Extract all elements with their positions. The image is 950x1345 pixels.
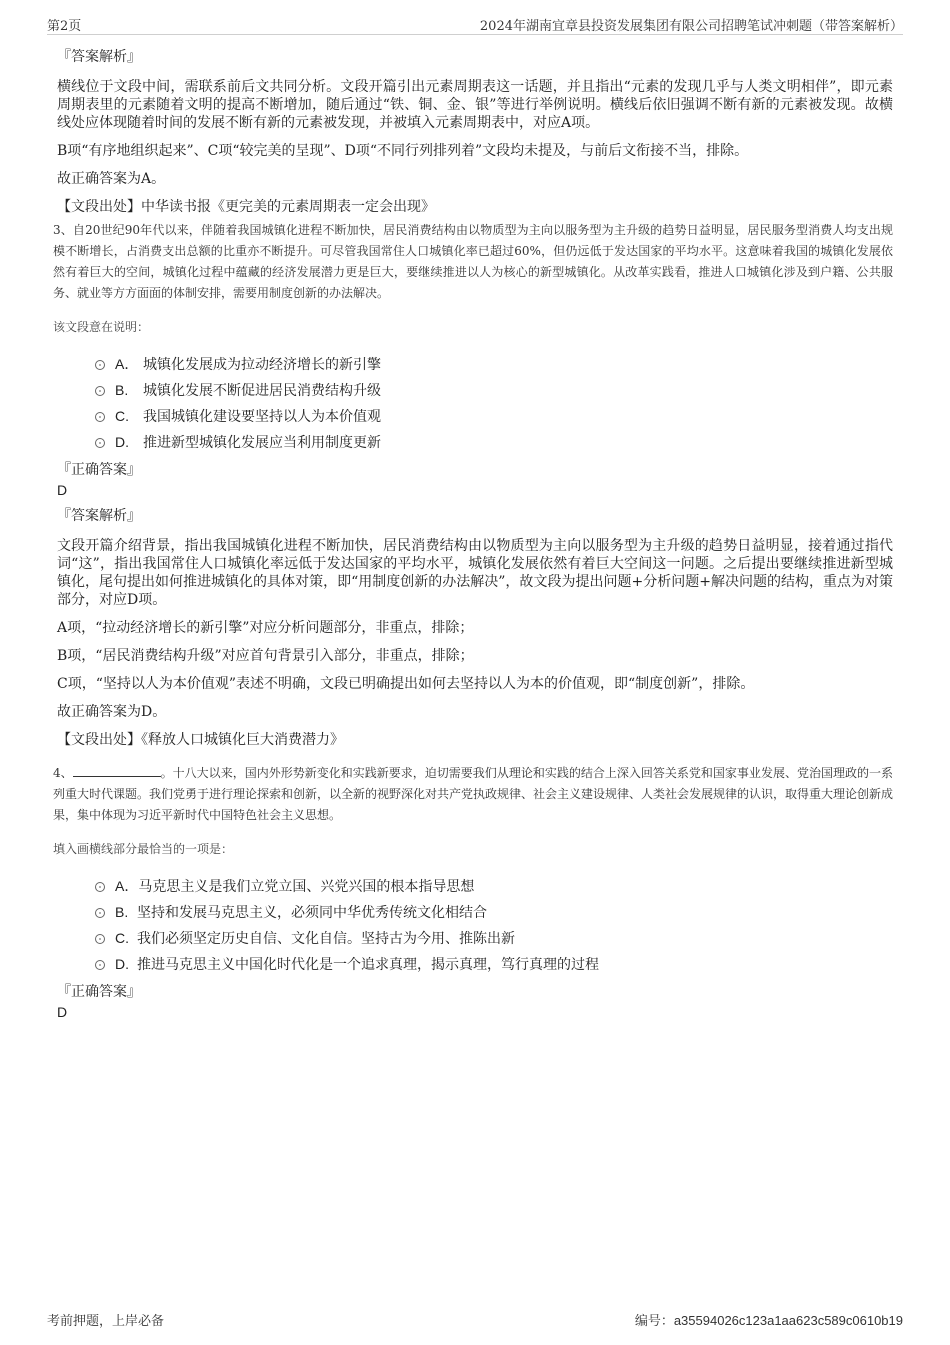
option-text: 推进马克思主义中国化时代化是一个追求真理，揭示真理，笃行真理的过程 bbox=[137, 957, 599, 973]
option-text: 推进新型城镇化发展应当利用制度更新 bbox=[143, 435, 381, 451]
option-text: 城镇化发展不断促进居民消费结构升级 bbox=[143, 383, 381, 399]
radio-icon[interactable] bbox=[95, 412, 105, 422]
q3-source: 【文段出处】《释放人口城镇化巨大消费潜力》 bbox=[57, 732, 344, 748]
q3-option-d[interactable] bbox=[95, 429, 893, 455]
option-letter: A． bbox=[115, 356, 139, 372]
q3-analysis-para-4: C项，“坚持以人为本价值观”表述不明确，文段已明确提出如何去坚持以人为本的价值观，即“制度创新”，排除。 bbox=[57, 676, 755, 692]
option-text: 坚持和发展马克思主义，必须同中华优秀传统文化相结合 bbox=[137, 905, 487, 921]
q4-option-d[interactable] bbox=[95, 951, 893, 977]
document-title: 2024年湖南宜章县投资发展集团有限公司招聘笔试冲刺题（带答案解析） bbox=[479, 19, 903, 34]
q3-option-a[interactable] bbox=[95, 351, 893, 377]
radio-icon[interactable] bbox=[95, 960, 105, 970]
q4-correct-label: 『正确答案』 bbox=[57, 984, 141, 1000]
q3-option-c[interactable] bbox=[95, 403, 893, 429]
q4-prompt: 填入画横线部分最恰当的一项是： bbox=[53, 842, 234, 856]
option-text: 我国城镇化建设要坚持以人为本价值观 bbox=[143, 409, 381, 425]
q2-analysis-para-2: B项“有序地组织起来”、C项“较完美的呈现”、D项“不同行列排列着”文段均未提及，与前后文衔接不当，排除。 bbox=[57, 143, 749, 159]
q3-question-text: 3、自20世纪90年代以来，伴随着我国城镇化进程不断加快，居民消费结构由以物质型为主向以服务型为主升级的趋势日益明显，居民服务型消费人均支出规模不断增长，占消费支出总额的比重亦不断提升。可尽管我国常住人口城镇化率已超过60%，但仍远低于发达国家的平均水平。这意味着我国的城镇化发展依然有着巨大的空间，城镇化过程中蕴藏的经济发展潜力更是巨大，要继续推进以人为核心的新型城镇化。从改革实践看，推进人口城镇化涉及到户籍、公共服务、就业等方方面面的体制安排，需要用制度创新的办法解决。 bbox=[53, 223, 893, 300]
q2-analysis-para-3: 故正确答案为A。 bbox=[57, 171, 166, 187]
radio-icon[interactable] bbox=[95, 934, 105, 944]
page-header bbox=[47, 14, 903, 35]
radio-icon[interactable] bbox=[95, 386, 105, 396]
q3-answer: D bbox=[57, 482, 68, 498]
q4-option-a[interactable] bbox=[95, 873, 893, 899]
footer-slogan: 考前押题，上岸必备 bbox=[47, 1314, 165, 1329]
option-text: 我们必须坚定历史自信、文化自信。坚持古为今用、推陈出新 bbox=[137, 931, 515, 947]
code-value: a35594026c123a1aa623c589c0610b19 bbox=[673, 1313, 903, 1328]
q4-answer: D bbox=[57, 1004, 68, 1020]
q3-analysis-para-1: 文段开篇介绍背景，指出我国城镇化进程不断加快，居民消费结构由以物质型为主向以服务型为主升级的趋势日益明显，接着通过指代词“这”，指出我国常住人口城镇化率远低于发达国家的平均水平，城镇化发展依然有着巨大空间这一问题。之后提出要继续推进新型城镇化，尾句提出如何推进城镇化的具体对策，即“用制度创新的办法解决”，故文段为提出问题+分析问题+解决问题的结构，重点为对策部分，对应D项。 bbox=[57, 538, 893, 608]
q3-analysis-para-3: B项，“居民消费结构升级”对应首句背景引入部分，非重点，排除； bbox=[57, 648, 474, 664]
option-letter: D. bbox=[115, 434, 129, 450]
option-text: 城镇化发展成为拉动经济增长的新引擎 bbox=[143, 357, 381, 373]
q3-option-b[interactable] bbox=[95, 377, 893, 403]
q4-options bbox=[95, 873, 893, 977]
page-content bbox=[53, 40, 894, 1021]
option-letter: B. bbox=[115, 382, 129, 398]
q3-analysis-label: 『答案解析』 bbox=[57, 508, 141, 524]
option-letter: A． bbox=[115, 878, 139, 894]
option-letter: C. bbox=[115, 930, 129, 946]
document-code bbox=[635, 1310, 903, 1329]
q2-analysis-label: 『答案解析』 bbox=[57, 49, 141, 65]
fill-blank-line bbox=[73, 764, 161, 777]
q3-analysis-para-2: A项，“拉动经济增长的新引擎”对应分析问题部分，非重点，排除； bbox=[57, 620, 474, 636]
option-letter: D. bbox=[115, 956, 129, 972]
radio-icon[interactable] bbox=[95, 882, 105, 892]
radio-icon[interactable] bbox=[95, 360, 105, 370]
q3-correct-label: 『正确答案』 bbox=[57, 462, 141, 478]
q4-option-c[interactable] bbox=[95, 925, 893, 951]
option-letter: C. bbox=[115, 408, 129, 424]
q4-option-b[interactable] bbox=[95, 899, 893, 925]
q2-source: 【文段出处】中华读书报《更完美的元素周期表一定会出现》 bbox=[57, 199, 435, 215]
page-footer bbox=[47, 1310, 903, 1330]
option-letter: B. bbox=[115, 904, 129, 920]
q4-question bbox=[53, 763, 893, 826]
q3-analysis-para-5: 故正确答案为D。 bbox=[57, 704, 167, 720]
q4-question-text: 。十八大以来，国内外形势新变化和实践新要求，迫切需要我们从理论和实践的结合上深入回答关系党和国家事业发展、党治国理政的一系列重大时代课题。我们党勇于进行理论探索和创新，以全新的视野深化对共产党执政规律、社会主义建设规律、人类社会发展规律的认识，取得重大理论创新成果，集中体现为习近平新时代中国特色社会主义思想。 bbox=[53, 766, 894, 822]
radio-icon[interactable] bbox=[95, 438, 105, 448]
code-label: 编号： bbox=[634, 1314, 674, 1329]
option-text: 马克思主义是我们立党立国、兴党兴国的根本指导思想 bbox=[138, 879, 475, 895]
page-number: 第2页 bbox=[47, 19, 82, 34]
q2-analysis-para-1: 横线位于文段中间，需联系前后文共同分析。文段开篇引出元素周期表这一话题，并且指出“元素的发现几乎与人类文明相伴”，即元素周期表里的元素随着文明的提高不断增加，随后通过“铁、铜、金、银”等进行举例说明。横线后依旧强调不断有新的元素被发现。故横线处应体现随着时间的发展不断有新的元素被发现，并被填入元素周期表中，对应A项。 bbox=[57, 79, 893, 131]
radio-icon[interactable] bbox=[95, 908, 105, 918]
q3-prompt: 该文段意在说明： bbox=[53, 320, 150, 334]
q3-options bbox=[95, 351, 893, 455]
q4-number: 4、 bbox=[53, 766, 73, 780]
